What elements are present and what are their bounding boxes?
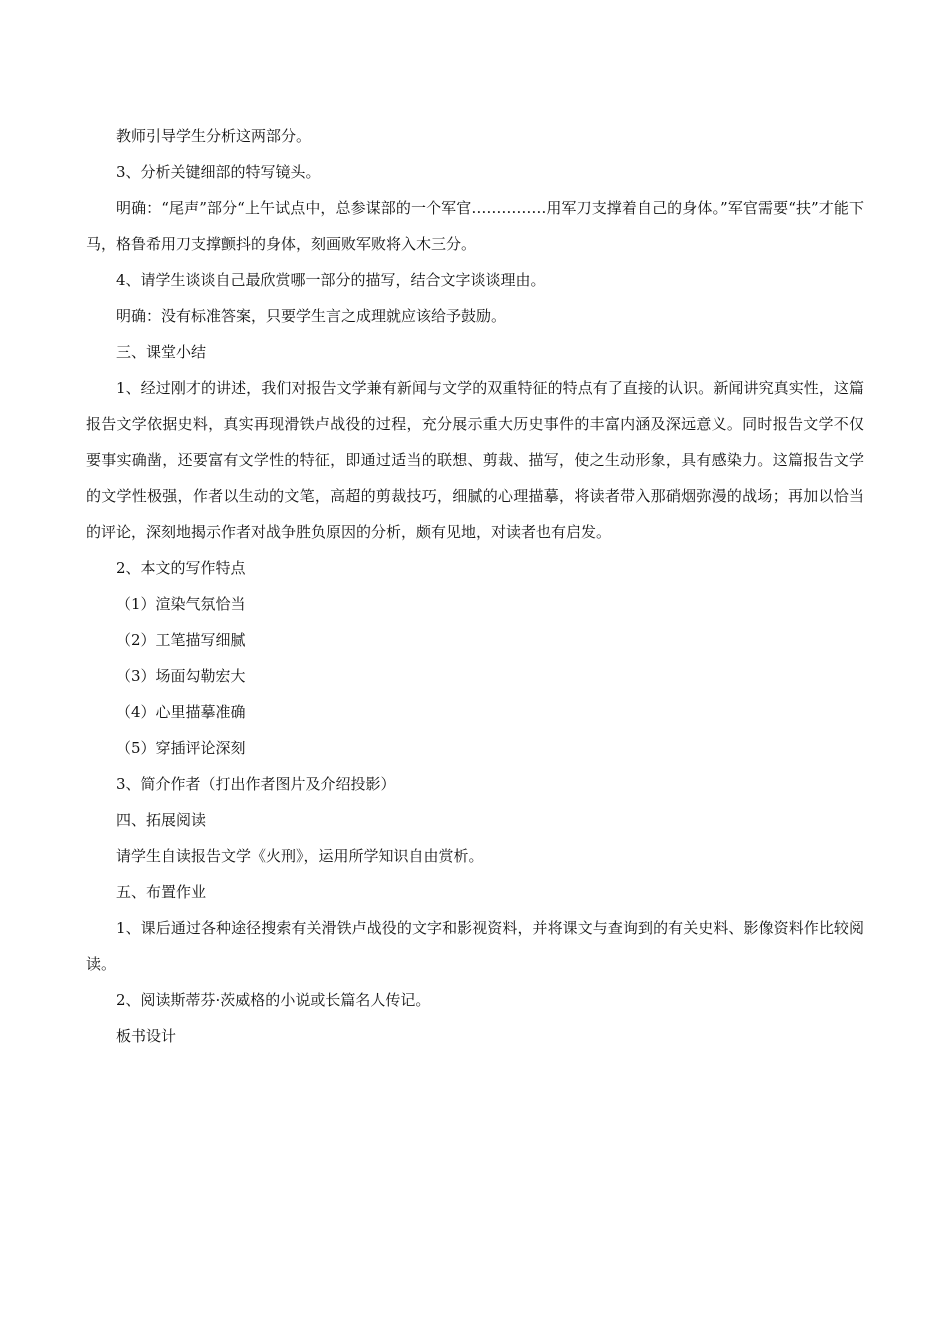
paragraph-clarify-epilogue: 明确：“尾声”部分“上午试点中，总参谋部的一个军官……………用军刀支撑着自己的身体。”军官需要“扶”才能下马，格鲁希用刀支撑颤抖的身体，刻画败军败将入木三分。 — [86, 199, 864, 253]
list-item-feature-5: （5）穿插评论深刻 — [116, 739, 246, 757]
list-item-feature-1: （1）渲染气氛恰当 — [116, 595, 246, 613]
paragraph-clarify-no-answer: 明确：没有标准答案，只要学生言之成理就应该给予鼓励。 — [116, 307, 507, 325]
heading-class-summary: 三、课堂小结 — [116, 343, 207, 361]
heading-extended-reading: 四、拓展阅读 — [116, 811, 207, 829]
paragraph-homework-1: 1、课后通过各种途径搜索有关滑铁卢战役的文字和影视资料，并将课文与查询到的有关史料、影像资料作比较阅读。 — [86, 919, 864, 973]
paragraph-summary-1: 1、经过刚才的讲述，我们对报告文学兼有新闻与文学的双重特征的特点有了直接的认识。新闻讲究真实性，这篇报告文学依据史料，真实再现滑铁卢战役的过程，充分展示重大历史事件的丰富内涵及深远意义。同时报告文学不仅要事实确凿，还要富有文学性的特征，即通过适当的联想、剪裁、描写，使之生动形象，具有感染力。这篇报告文学的文学性极强，作者以生动的文笔，高超的剪裁技巧，细腻的心理描摹，将读者带入那硝烟弥漫的战场；再加以恰当的评论，深刻地揭示作者对战争胜负原因的分析，颇有见地，对读者也有启发。 — [86, 379, 864, 541]
paragraph-step-4: 4、请学生谈谈自己最欣赏哪一部分的描写，结合文字谈谈理由。 — [116, 271, 546, 289]
list-item-feature-4: （4）心里描摹准确 — [116, 703, 246, 721]
paragraph-author-intro: 3、简介作者（打出作者图片及介绍投影） — [116, 775, 396, 793]
paragraph-step-3: 3、分析关键细部的特写镜头。 — [116, 163, 321, 181]
document-body — [86, 118, 864, 1054]
list-item-feature-3: （3）场面勾勒宏大 — [116, 667, 246, 685]
paragraph-teacher-guide: 教师引导学生分析这两部分。 — [116, 127, 312, 145]
heading-homework: 五、布置作业 — [116, 883, 207, 901]
paragraph-homework-2: 2、阅读斯蒂芬·茨威格的小说或长篇名人传记。 — [116, 991, 431, 1009]
heading-board-design: 板书设计 — [116, 1027, 177, 1045]
paragraph-writing-features: 2、本文的写作特点 — [116, 559, 246, 577]
paragraph-extended-reading: 请学生自读报告文学《火刑》，运用所学知识自由赏析。 — [116, 847, 484, 865]
list-item-feature-2: （2）工笔描写细腻 — [116, 631, 246, 649]
